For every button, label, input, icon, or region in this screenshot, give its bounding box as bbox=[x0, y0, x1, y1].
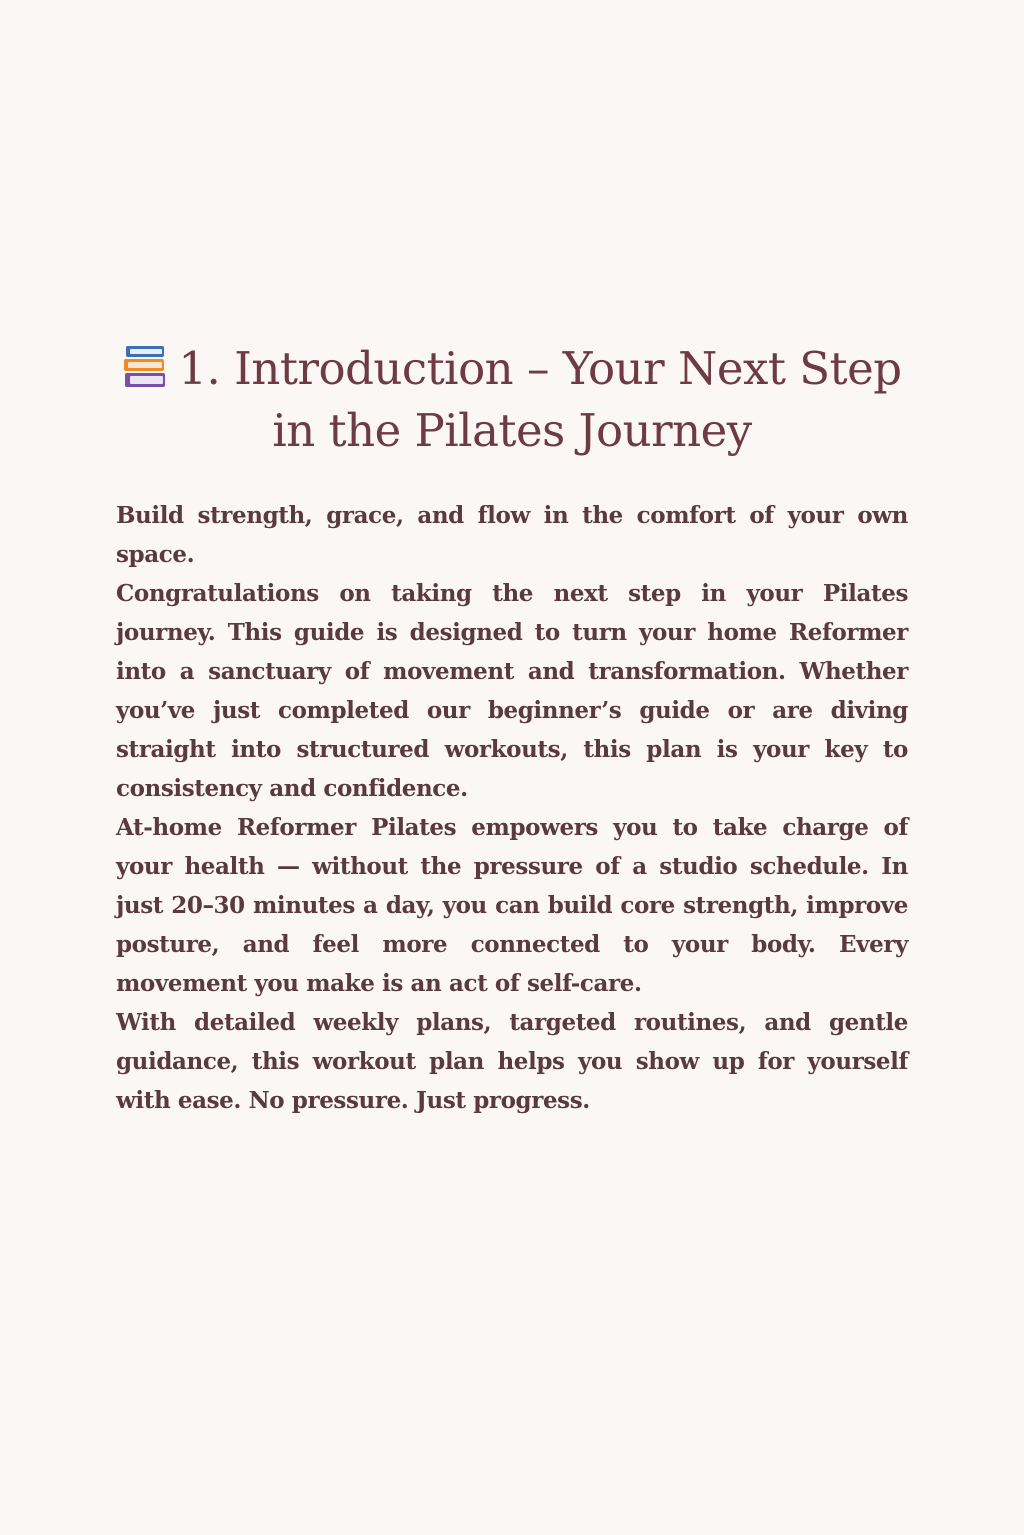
paragraph-tagline: Build strength, grace, and flow in the comfort of your own space. bbox=[116, 502, 908, 568]
page-title bbox=[116, 338, 908, 462]
page-title-text: 1. Introduction – Your Next Step in the Pilates Journey bbox=[178, 342, 902, 457]
intro-body bbox=[116, 496, 908, 1120]
paragraph-congratulations: Congratulations on taking the next step in your Pilates journey. This guide is designed to turn your home Reformer into a sanctuary of movement and transformation. Whether you’ve just completed our beginner’s guide or are diving straight into structured workouts, this plan is your key to consistency and confidence. bbox=[116, 580, 908, 802]
books-icon bbox=[122, 344, 168, 390]
paragraph-guidance: With detailed weekly plans, targeted routines, and gentle guidance, this workout plan helps you show up for yourself with ease. No pressure. Just progress. bbox=[116, 1009, 908, 1114]
document-page bbox=[116, 338, 908, 1120]
paragraph-at-home: At-home Reformer Pilates empowers you to take charge of your health — without the pressure of a studio schedule. In just 20–30 minutes a day, you can build core strength, improve posture, and feel more connected to your body. Every movement you make is an act of self-care. bbox=[116, 814, 908, 997]
